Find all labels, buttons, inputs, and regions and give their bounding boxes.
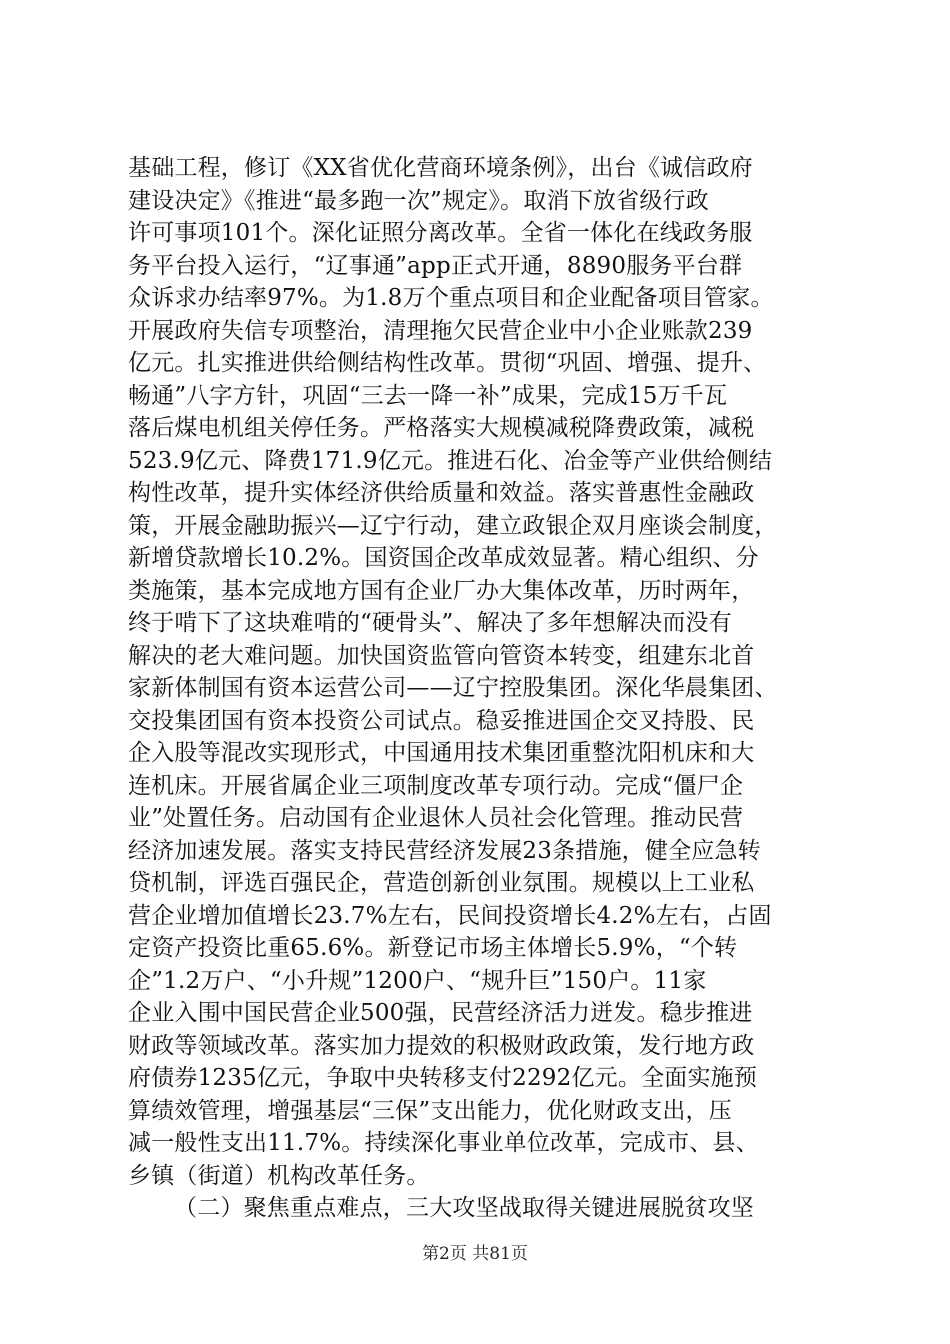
body-line: 营企业增加值增长23.7%左右，民间投资增长4.2%左右，占固 <box>128 902 772 929</box>
body-line: 企”1.2万户、“小升规”1200户、“规升巨”150户。11家 <box>128 967 707 994</box>
body-line: 算绩效管理，增强基层“三保”支出能力，优化财政支出，压 <box>128 1097 732 1124</box>
body-line: 新增贷款增长10.2%。国资国企改革成效显著。精心组织、分 <box>128 545 759 571</box>
body-line: 乡镇（街道）机构改革任务。 <box>128 1162 430 1189</box>
body-line: 建设决定》《推进“最多跑一次”规定》。取消下放省级行政 <box>128 187 709 214</box>
body-line: 交投集团国有资本投资公司试点。稳妥推进国企交叉持股、民 <box>128 707 755 734</box>
body-line: 企入股等混改实现形式，中国通用技术集团重整沈阳机床和大 <box>128 740 755 766</box>
body-line: 523.9亿元、降费171.9亿元。推进石化、冶金等产业供给侧结 <box>128 447 773 474</box>
body-line: 减一般性支出11.7%。持续深化事业单位改革，完成市、县、 <box>128 1130 759 1156</box>
body-line: 构性改革，提升实体经济供给质量和效益。落实普惠性金融政 <box>128 480 755 506</box>
body-line: 业”处置任务。启动国有企业退休人员社会化管理。推动民营 <box>128 805 744 831</box>
body-line: 府债券1235亿元，争取中央转移支付2292亿元。全面实施预 <box>128 1065 758 1091</box>
body-line: 开展政府失信专项整治，清理拖欠民营企业中小企业账款239 <box>128 317 753 344</box>
body-line: 务平台投入运行，“辽事通”app正式开通，8890服务平台群 <box>128 252 743 279</box>
document-body <box>128 152 848 1225</box>
body-line: 企业入围中国民营企业500强，民营经济活力迸发。稳步推进 <box>128 1000 753 1026</box>
body-line: 类施策，基本完成地方国有企业厂办大集体改革，历时两年， <box>128 577 755 604</box>
body-line: 连机床。开展省属企业三项制度改革专项行动。完成“僵尸企 <box>128 772 744 799</box>
page-footer: 第2页 共81页 <box>422 1244 528 1264</box>
body-line: 贷机制，评选百强民企，营造创新创业氛围。规模以上工业私 <box>128 870 755 896</box>
section-heading: （二）聚焦重点难点，三大攻坚战取得关键进展脱贫攻坚 <box>174 1195 754 1221</box>
body-line: 财政等领域改革。落实加力提效的积极财政政策，发行地方政 <box>128 1032 755 1059</box>
body-line: 基础工程，修订《XX省优化营商环境条例》，出台《诚信政府 <box>128 155 753 181</box>
body-line: 家新体制国有资本运营公司——辽宁控股集团。深化华晨集团、 <box>128 675 778 701</box>
body-line: 许可事项101个。深化证照分离改革。全省一体化在线政务服 <box>128 220 753 246</box>
body-line: 定资产投资比重65.6%。新登记市场主体增长5.9%，“个转 <box>128 935 738 961</box>
body-line: 落后煤电机组关停任务。严格落实大规模减税降费政策，减税 <box>128 415 755 441</box>
body-line: 策，开展金融助振兴—辽宁行动，建立政银企双月座谈会制度， <box>128 512 778 539</box>
body-line: 解决的老大难问题。加快国资监管向管资本转变，组建东北首 <box>128 642 755 669</box>
body-line: 众诉求办结率97%。为1.8万个重点项目和企业配备项目管家。 <box>128 285 774 311</box>
body-line: 畅通”八字方针，巩固“三去一降一补”成果，完成15万千瓦 <box>128 382 728 409</box>
body-line: 经济加速发展。落实支持民营经济发展23条措施，健全应急转 <box>128 837 761 864</box>
body-line: 亿元。扎实推进供给侧结构性改革。贯彻“巩固、增强、提升、 <box>128 350 767 376</box>
body-line: 终于啃下了这块难啃的“硬骨头”、解决了多年想解决而没有 <box>128 610 732 636</box>
